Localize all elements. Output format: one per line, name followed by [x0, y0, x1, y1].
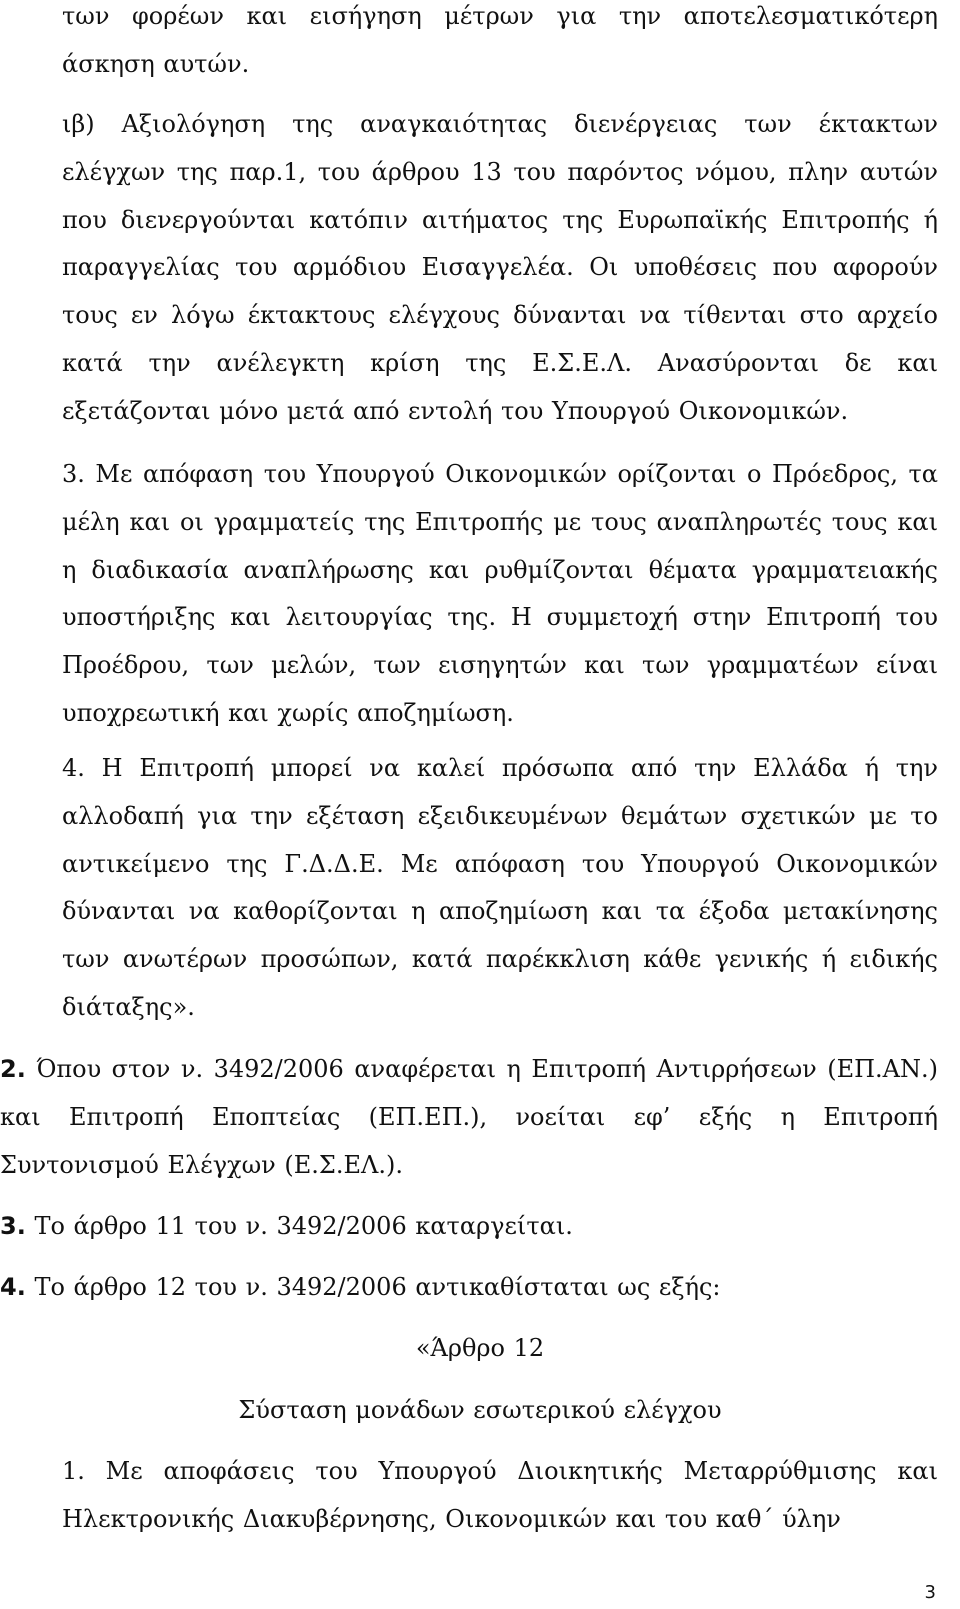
item-3: [0, 1203, 938, 1251]
item-4-text: Το άρθρο 12 του ν. 3492/2006 αντικαθίσταται ως εξής:: [34, 1273, 721, 1301]
article-title: Σύσταση μονάδων εσωτερικού ελέγχου: [238, 1396, 722, 1424]
item-2-text: Όπου στον ν. 3492/2006 αναφέρεται η Επιτροπή Αντιρρήσεων (ΕΠ.ΑΝ.) και Επιτροπή Εποπτείας (ΕΠ.ΕΠ.), νοείται εφ’ εξής η Επιτροπή Συντονισμού Ελέγχων (Ε.Σ.ΕΛ.).: [0, 1055, 938, 1179]
paragraph-continuation: των φορέων και εισήγηση μέτρων για την αποτελεσματικότερη άσκηση αυτών.: [62, 2, 938, 78]
page-number: 3: [924, 1582, 936, 1603]
item-2-number: 2.: [0, 1055, 26, 1083]
item-2: [0, 1046, 938, 1189]
paragraph-4: 4. Η Επιτροπή μπορεί να καλεί πρόσωπα από την Ελλάδα ή την αλλοδαπή για την εξέταση εξειδικευμένων θεμάτων σχετικών με το αντικείμενο της Γ.Δ.Δ.Ε. Με απόφαση του Υπουργού Οικονομικών δύνανται να καθορίζονται η αποζημίωση και τα έξοδα μετακίνησης των ανωτέρων προσώπων, κατά παρέκκλιση κάθε γενικής ή ειδικής διάταξης».: [62, 754, 938, 1021]
item-3-text: Το άρθρο 11 του ν. 3492/2006 καταργείται.: [34, 1212, 573, 1240]
item-3-number: 3.: [0, 1212, 26, 1240]
paragraph-3: 3. Με απόφαση του Υπουργού Οικονομικών ορίζονται ο Πρόεδρος, τα μέλη και οι γραμματείς της Επιτροπής με τους αναπληρωτές τους και η διαδικασία αναπλήρωσης και ρυθμίζονται θέματα γραμματειακής υποστήριξης και λειτουργίας της. Η συμμετοχή στην Επιτροπή του Προέδρου, των μελών, των εισηγητών και των γραμματέων είναι υποχρεωτική και χωρίς αποζημίωση.: [62, 460, 938, 727]
item-4-number: 4.: [0, 1273, 26, 1301]
article-paragraph-1: 1. Με αποφάσεις του Υπουργού Διοικητικής Μεταρρύθμισης και Ηλεκτρονικής Διακυβέρνησης, Οικονομικών και του καθ΄ ύλην: [62, 1457, 938, 1533]
article-heading: «Άρθρο 12: [415, 1334, 545, 1362]
paragraph-iv-beta: ιβ) Αξιολόγηση της αναγκαιότητας διενέργειας των έκτακτων ελέγχων της παρ.1, του άρθρου 13 του παρόντος νόμου, πλην αυτών που διενεργούνται κατόπιν αιτήματος της Ευρωπαϊκής Επιτροπής ή παραγγελίας του αρμόδιου Εισαγγελέα. Οι υποθέσεις που αφορούν τους εν λόγω έκτακτους ελέγχους δύνανται να τίθενται στο αρχείο κατά την ανέλεγκτη κρίση της Ε.Σ.Ε.Λ. Ανασύρονται δε και εξετάζονται μόνο μετά από εντολή του Υπουργού Οικονομικών.: [62, 110, 938, 425]
item-4: [0, 1264, 938, 1312]
